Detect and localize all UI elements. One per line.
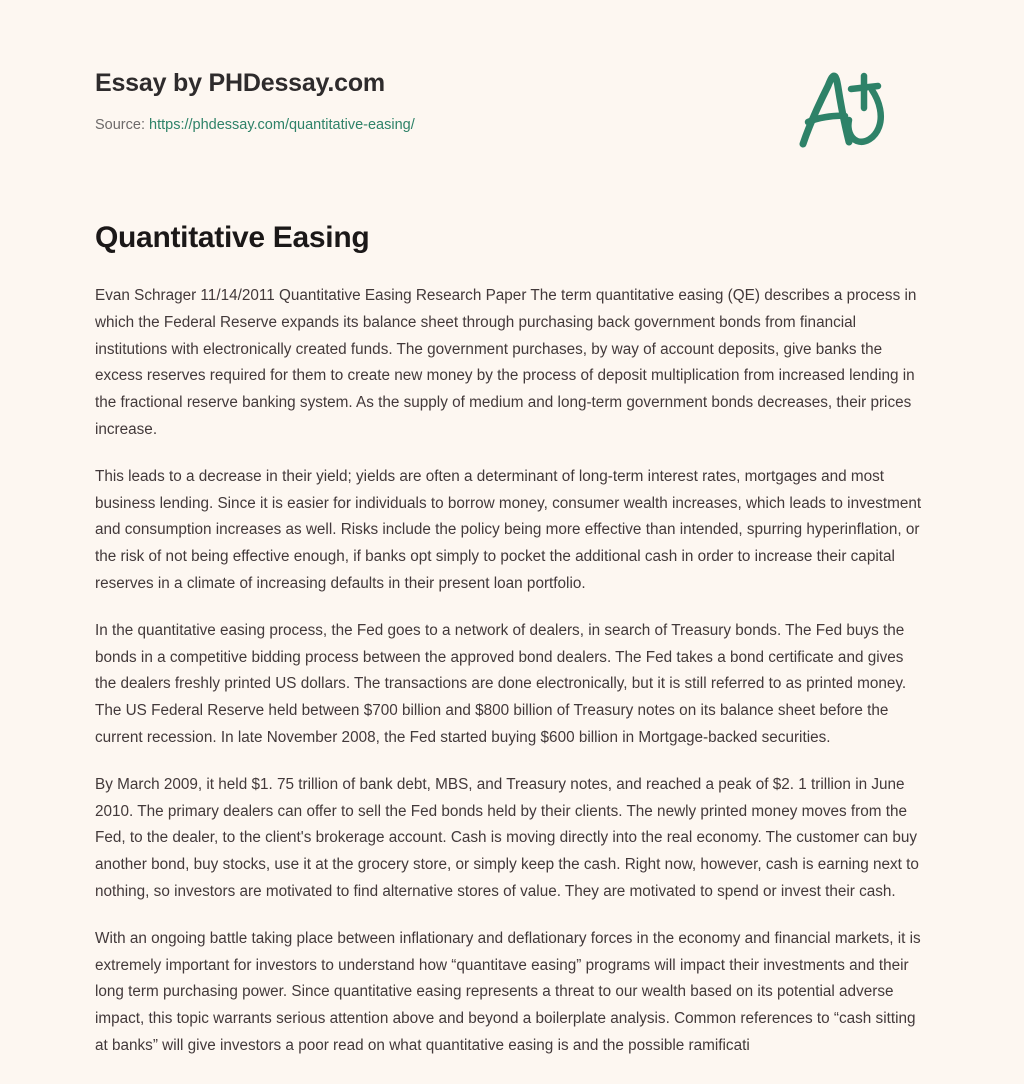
body-paragraph: Evan Schrager 11/14/2011 Quantitative Easing Research Paper The term quantitative easing (QE) describes a process in which the Federal Reserve expands its balance sheet through purchasing back government bonds from financial institutions with electronically created funds. The government purchases, by way of account deposits, give banks the excess reserves required for them to create new money by the process of deposit multiplication from increased lending in the fractional reserve banking system. As the supply of medium and long-term government bonds decreases, their prices increase.: [95, 287, 917, 438]
source-line: [95, 116, 415, 135]
body-paragraph: With an ongoing battle taking place between inflationary and deflationary forces in the economy and financial markets, it is extremely important for investors to understand how “quantitave easing” programs will impact their investments and their long term purchasing power. Since quantitative easing represents a threat to our wealth based on its potential adverse impact, this topic warrants serious attention above and beyond a boilerplate analysis. Common references to “cash sitting at banks” will give investors a poor read on what quantitative easing is and the possible ramificati: [95, 929, 921, 1054]
page-header: [95, 68, 929, 154]
body-paragraph: In the quantitative easing process, the Fed goes to a network of dealers, in search of Treasury bonds. The Fed buys the bonds in a competitive bidding process between the approved bond dealers. The Fed takes a bond certificate and gives the dealers freshly printed US dollars. The transactions are done electronically, but it is still referred to as printed money. The US Federal Reserve held between $700 billion and $800 billion of Treasury notes on its balance sheet before the current recession. In late November 2008, the Fed started buying $600 billion in Mortgage-backed securities.: [95, 621, 907, 746]
brand-title: Essay by PHDessay.com: [95, 69, 385, 97]
header-left-group: [95, 68, 415, 135]
source-url-link[interactable]: https://phdessay.com/quantitative-easing/: [149, 117, 415, 133]
page-title: Quantitative Easing: [95, 221, 370, 254]
a-plus-logo-icon: [795, 64, 891, 154]
body-paragraph: By March 2009, it held $1. 75 trillion of bank debt, MBS, and Treasury notes, and reached a peak of $2. 1 trillion in June 2010. The primary dealers can offer to sell the Fed bonds held by their clients. The newly printed money moves from the Fed, to the dealer, to the client's brokerage account. Cash is moving directly into the real economy. The customer can buy another bond, buy stocks, use it at the grocery store, or simply keep the cash. Right now, however, cash is earning next to nothing, so investors are motivated to find alternative stores of value. They are motivated to spend or invest their cash.: [95, 775, 919, 900]
source-label: Source:: [95, 117, 145, 133]
essay-body: [95, 283, 927, 1084]
body-paragraph: This leads to a decrease in their yield; yields are often a determinant of long-term interest rates, mortgages and most business lending. Since it is easier for individuals to borrow money, consumer wealth increases, which leads to investment and consumption increases as well. Risks include the policy being more effective than intended, spurring hyperinflation, or the risk of not being effective enough, if banks opt simply to pocket the additional cash in order to increase their capital reserves in a climate of increasing defaults in their present loan portfolio.: [95, 467, 922, 592]
